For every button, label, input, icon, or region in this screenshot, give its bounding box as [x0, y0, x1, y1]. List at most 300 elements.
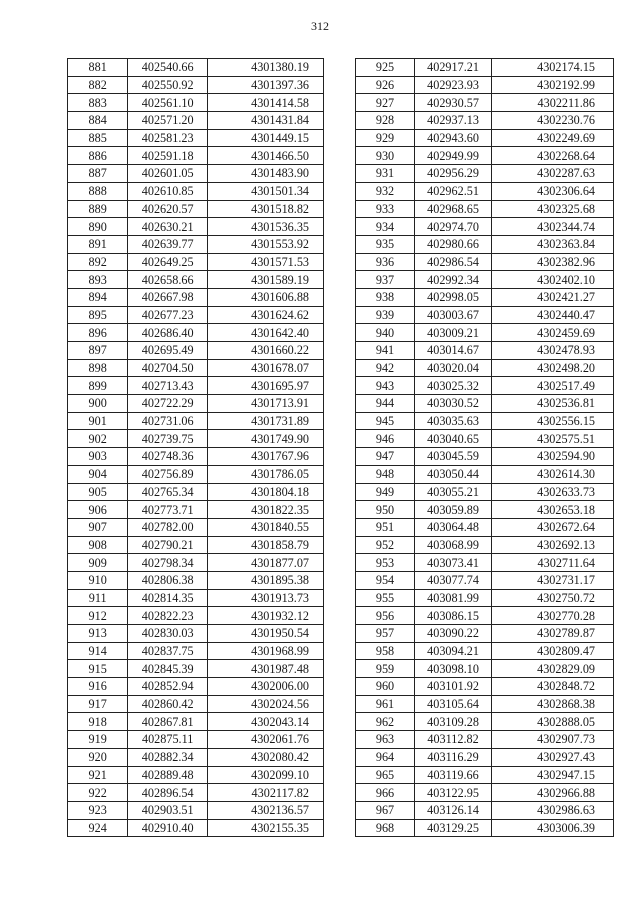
table-row [356, 412, 614, 430]
y-coordinate-cell: 4302061.76 [207, 731, 323, 749]
y-coordinate-cell: 4302927.43 [492, 748, 614, 766]
x-coordinate-cell: 402998.05 [414, 288, 491, 306]
table-row [356, 607, 614, 625]
y-coordinate-cell: 4302325.68 [492, 200, 614, 218]
point-number-cell: 966 [356, 784, 415, 802]
point-number-cell: 953 [356, 554, 415, 572]
y-coordinate-cell: 4302080.42 [207, 748, 323, 766]
y-coordinate-cell: 4301501.34 [207, 182, 323, 200]
point-number-cell: 896 [68, 324, 128, 342]
point-number-cell: 921 [68, 766, 128, 784]
point-number-cell: 949 [356, 483, 415, 501]
y-coordinate-cell: 4301713.91 [207, 395, 323, 413]
point-number-cell: 900 [68, 395, 128, 413]
table-row [68, 288, 324, 306]
table-row [356, 200, 614, 218]
x-coordinate-cell: 402695.49 [128, 342, 208, 360]
table-row [68, 660, 324, 678]
x-coordinate-cell: 402852.94 [128, 678, 208, 696]
x-coordinate-cell: 403045.59 [414, 448, 491, 466]
x-coordinate-cell: 403101.92 [414, 678, 491, 696]
point-number-cell: 886 [68, 147, 128, 165]
point-number-cell: 894 [68, 288, 128, 306]
point-number-cell: 933 [356, 200, 415, 218]
point-number-cell: 885 [68, 129, 128, 147]
table-row [356, 112, 614, 130]
x-coordinate-cell: 402722.29 [128, 395, 208, 413]
y-coordinate-cell: 4301553.92 [207, 235, 323, 253]
table-row [68, 554, 324, 572]
table-row [356, 731, 614, 749]
x-coordinate-cell: 402620.57 [128, 200, 208, 218]
table-row [356, 271, 614, 289]
x-coordinate-cell: 403112.82 [414, 731, 491, 749]
table-row [356, 784, 614, 802]
table-row [68, 59, 324, 77]
point-number-cell: 968 [356, 819, 415, 837]
table-row [356, 359, 614, 377]
y-coordinate-cell: 4301466.50 [207, 147, 323, 165]
x-coordinate-cell: 402739.75 [128, 430, 208, 448]
table-row [68, 94, 324, 112]
y-coordinate-cell: 4301822.35 [207, 501, 323, 519]
y-coordinate-cell: 4302692.13 [492, 536, 614, 554]
table-row [356, 165, 614, 183]
y-coordinate-cell: 4302633.73 [492, 483, 614, 501]
y-coordinate-cell: 4302402.10 [492, 271, 614, 289]
table-row [68, 784, 324, 802]
y-coordinate-cell: 4301695.97 [207, 377, 323, 395]
table-row [68, 253, 324, 271]
x-coordinate-cell: 403119.66 [414, 766, 491, 784]
x-coordinate-cell: 403009.21 [414, 324, 491, 342]
table-row [356, 342, 614, 360]
point-number-cell: 887 [68, 165, 128, 183]
table-row [68, 182, 324, 200]
point-number-cell: 946 [356, 430, 415, 448]
table-row [356, 571, 614, 589]
y-coordinate-cell: 4302344.74 [492, 218, 614, 236]
table-row [68, 377, 324, 395]
point-number-cell: 965 [356, 766, 415, 784]
table-row [356, 76, 614, 94]
x-coordinate-cell: 402782.00 [128, 518, 208, 536]
x-coordinate-cell: 403122.95 [414, 784, 491, 802]
y-coordinate-cell: 4302043.14 [207, 713, 323, 731]
table-row [356, 819, 614, 837]
point-number-cell: 950 [356, 501, 415, 519]
y-coordinate-cell: 4301589.19 [207, 271, 323, 289]
x-coordinate-cell: 402748.36 [128, 448, 208, 466]
x-coordinate-cell: 403040.65 [414, 430, 491, 448]
x-coordinate-cell: 403014.67 [414, 342, 491, 360]
point-number-cell: 944 [356, 395, 415, 413]
y-coordinate-cell: 4301571.53 [207, 253, 323, 271]
table-row [68, 518, 324, 536]
table-row [356, 94, 614, 112]
y-coordinate-cell: 4302249.69 [492, 129, 614, 147]
y-coordinate-cell: 4301749.90 [207, 430, 323, 448]
x-coordinate-cell: 403109.28 [414, 713, 491, 731]
point-number-cell: 891 [68, 235, 128, 253]
point-number-cell: 919 [68, 731, 128, 749]
y-coordinate-cell: 4302575.51 [492, 430, 614, 448]
table-row [68, 625, 324, 643]
table-row [356, 642, 614, 660]
point-number-cell: 924 [68, 819, 128, 837]
y-coordinate-cell: 4302536.81 [492, 395, 614, 413]
table-row [356, 536, 614, 554]
x-coordinate-cell: 402550.92 [128, 76, 208, 94]
table-row [68, 748, 324, 766]
x-coordinate-cell: 402814.35 [128, 589, 208, 607]
x-coordinate-cell: 403020.04 [414, 359, 491, 377]
table-row [68, 801, 324, 819]
point-number-cell: 931 [356, 165, 415, 183]
point-number-cell: 918 [68, 713, 128, 731]
point-number-cell: 964 [356, 748, 415, 766]
point-number-cell: 947 [356, 448, 415, 466]
y-coordinate-cell: 4301932.12 [207, 607, 323, 625]
y-coordinate-cell: 4302868.38 [492, 695, 614, 713]
point-number-cell: 902 [68, 430, 128, 448]
coordinates-table-right [355, 58, 614, 837]
table-row [68, 713, 324, 731]
x-coordinate-cell: 402756.89 [128, 465, 208, 483]
table-row [356, 483, 614, 501]
y-coordinate-cell: 4302306.64 [492, 182, 614, 200]
y-coordinate-cell: 4302006.00 [207, 678, 323, 696]
y-coordinate-cell: 4301536.35 [207, 218, 323, 236]
table-row [356, 448, 614, 466]
table-row [356, 518, 614, 536]
x-coordinate-cell: 402601.05 [128, 165, 208, 183]
x-coordinate-cell: 402956.29 [414, 165, 491, 183]
point-number-cell: 962 [356, 713, 415, 731]
table-row [68, 342, 324, 360]
table-row [68, 235, 324, 253]
x-coordinate-cell: 402630.21 [128, 218, 208, 236]
point-number-cell: 927 [356, 94, 415, 112]
point-number-cell: 913 [68, 625, 128, 643]
table-row [356, 589, 614, 607]
y-coordinate-cell: 4302517.49 [492, 377, 614, 395]
point-number-cell: 951 [356, 518, 415, 536]
point-number-cell: 932 [356, 182, 415, 200]
x-coordinate-cell: 403073.41 [414, 554, 491, 572]
table-row [356, 465, 614, 483]
x-coordinate-cell: 403077.74 [414, 571, 491, 589]
point-number-cell: 892 [68, 253, 128, 271]
point-number-cell: 938 [356, 288, 415, 306]
table-row [68, 112, 324, 130]
y-coordinate-cell: 4302594.90 [492, 448, 614, 466]
x-coordinate-cell: 402875.11 [128, 731, 208, 749]
table-row [68, 324, 324, 342]
point-number-cell: 940 [356, 324, 415, 342]
x-coordinate-cell: 402837.75 [128, 642, 208, 660]
table-row [356, 182, 614, 200]
point-number-cell: 901 [68, 412, 128, 430]
x-coordinate-cell: 402540.66 [128, 59, 208, 77]
table-row [68, 571, 324, 589]
point-number-cell: 905 [68, 483, 128, 501]
y-coordinate-cell: 4302192.99 [492, 76, 614, 94]
y-coordinate-cell: 4302750.72 [492, 589, 614, 607]
point-number-cell: 936 [356, 253, 415, 271]
table-row [356, 253, 614, 271]
point-number-cell: 907 [68, 518, 128, 536]
x-coordinate-cell: 403086.15 [414, 607, 491, 625]
x-coordinate-cell: 403090.22 [414, 625, 491, 643]
y-coordinate-cell: 4302848.72 [492, 678, 614, 696]
y-coordinate-cell: 4301380.19 [207, 59, 323, 77]
point-number-cell: 884 [68, 112, 128, 130]
y-coordinate-cell: 4302888.05 [492, 713, 614, 731]
point-number-cell: 934 [356, 218, 415, 236]
y-coordinate-cell: 4302440.47 [492, 306, 614, 324]
table-row [356, 625, 614, 643]
table-row [68, 589, 324, 607]
table-row [356, 147, 614, 165]
point-number-cell: 904 [68, 465, 128, 483]
point-number-cell: 922 [68, 784, 128, 802]
x-coordinate-cell: 402731.06 [128, 412, 208, 430]
y-coordinate-cell: 4301858.79 [207, 536, 323, 554]
point-number-cell: 910 [68, 571, 128, 589]
y-coordinate-cell: 4301449.15 [207, 129, 323, 147]
y-coordinate-cell: 4301895.38 [207, 571, 323, 589]
y-coordinate-cell: 4301767.96 [207, 448, 323, 466]
table-row [356, 129, 614, 147]
x-coordinate-cell: 402658.66 [128, 271, 208, 289]
table-row [68, 395, 324, 413]
x-coordinate-cell: 402867.81 [128, 713, 208, 731]
x-coordinate-cell: 402581.23 [128, 129, 208, 147]
y-coordinate-cell: 4301431.84 [207, 112, 323, 130]
x-coordinate-cell: 402561.10 [128, 94, 208, 112]
table-row [68, 678, 324, 696]
y-coordinate-cell: 4302099.10 [207, 766, 323, 784]
point-number-cell: 916 [68, 678, 128, 696]
table-row [356, 678, 614, 696]
x-coordinate-cell: 403030.52 [414, 395, 491, 413]
y-coordinate-cell: 4302829.09 [492, 660, 614, 678]
x-coordinate-cell: 402649.25 [128, 253, 208, 271]
point-number-cell: 952 [356, 536, 415, 554]
point-number-cell: 911 [68, 589, 128, 607]
x-coordinate-cell: 403035.63 [414, 412, 491, 430]
table-row [356, 501, 614, 519]
table-row [356, 660, 614, 678]
table-row [68, 819, 324, 837]
y-coordinate-cell: 4302770.28 [492, 607, 614, 625]
point-number-cell: 967 [356, 801, 415, 819]
point-number-cell: 897 [68, 342, 128, 360]
table-row [68, 501, 324, 519]
table-row [356, 306, 614, 324]
point-number-cell: 925 [356, 59, 415, 77]
point-number-cell: 957 [356, 625, 415, 643]
table-row [68, 465, 324, 483]
y-coordinate-cell: 4302382.96 [492, 253, 614, 271]
y-coordinate-cell: 4302363.84 [492, 235, 614, 253]
table-row [356, 766, 614, 784]
point-number-cell: 960 [356, 678, 415, 696]
y-coordinate-cell: 4301483.90 [207, 165, 323, 183]
y-coordinate-cell: 4301913.73 [207, 589, 323, 607]
y-coordinate-cell: 4302421.27 [492, 288, 614, 306]
y-coordinate-cell: 4302287.63 [492, 165, 614, 183]
y-coordinate-cell: 4302907.73 [492, 731, 614, 749]
point-number-cell: 956 [356, 607, 415, 625]
table-row [68, 695, 324, 713]
x-coordinate-cell: 402903.51 [128, 801, 208, 819]
y-coordinate-cell: 4301642.40 [207, 324, 323, 342]
point-number-cell: 937 [356, 271, 415, 289]
x-coordinate-cell: 402968.65 [414, 200, 491, 218]
y-coordinate-cell: 4301731.89 [207, 412, 323, 430]
x-coordinate-cell: 403055.21 [414, 483, 491, 501]
table-row [68, 271, 324, 289]
x-coordinate-cell: 403050.44 [414, 465, 491, 483]
y-coordinate-cell: 4301624.62 [207, 306, 323, 324]
point-number-cell: 908 [68, 536, 128, 554]
point-number-cell: 961 [356, 695, 415, 713]
table-row [356, 288, 614, 306]
table-row [68, 200, 324, 218]
point-number-cell: 923 [68, 801, 128, 819]
x-coordinate-cell: 402790.21 [128, 536, 208, 554]
table-row [68, 147, 324, 165]
y-coordinate-cell: 4302966.88 [492, 784, 614, 802]
point-number-cell: 889 [68, 200, 128, 218]
x-coordinate-cell: 402986.54 [414, 253, 491, 271]
y-coordinate-cell: 4301987.48 [207, 660, 323, 678]
x-coordinate-cell: 402686.40 [128, 324, 208, 342]
y-coordinate-cell: 4302947.15 [492, 766, 614, 784]
y-coordinate-cell: 4301786.05 [207, 465, 323, 483]
x-coordinate-cell: 402677.23 [128, 306, 208, 324]
table-row [68, 165, 324, 183]
x-coordinate-cell: 402845.39 [128, 660, 208, 678]
point-number-cell: 895 [68, 306, 128, 324]
y-coordinate-cell: 4302556.15 [492, 412, 614, 430]
x-coordinate-cell: 402860.42 [128, 695, 208, 713]
y-coordinate-cell: 4302024.56 [207, 695, 323, 713]
x-coordinate-cell: 403105.64 [414, 695, 491, 713]
x-coordinate-cell: 403126.14 [414, 801, 491, 819]
y-coordinate-cell: 4302117.82 [207, 784, 323, 802]
table-row [68, 359, 324, 377]
x-coordinate-cell: 402930.57 [414, 94, 491, 112]
table-row [68, 129, 324, 147]
x-coordinate-cell: 403059.89 [414, 501, 491, 519]
x-coordinate-cell: 402806.38 [128, 571, 208, 589]
point-number-cell: 903 [68, 448, 128, 466]
y-coordinate-cell: 4302809.47 [492, 642, 614, 660]
x-coordinate-cell: 403081.99 [414, 589, 491, 607]
point-number-cell: 915 [68, 660, 128, 678]
y-coordinate-cell: 4301950.54 [207, 625, 323, 643]
table-row [356, 748, 614, 766]
point-number-cell: 958 [356, 642, 415, 660]
x-coordinate-cell: 402980.66 [414, 235, 491, 253]
y-coordinate-cell: 4302268.64 [492, 147, 614, 165]
x-coordinate-cell: 402917.21 [414, 59, 491, 77]
point-number-cell: 890 [68, 218, 128, 236]
x-coordinate-cell: 403094.21 [414, 642, 491, 660]
y-coordinate-cell: 4301397.36 [207, 76, 323, 94]
x-coordinate-cell: 402889.48 [128, 766, 208, 784]
point-number-cell: 943 [356, 377, 415, 395]
x-coordinate-cell: 402798.34 [128, 554, 208, 572]
x-coordinate-cell: 402667.98 [128, 288, 208, 306]
x-coordinate-cell: 402610.85 [128, 182, 208, 200]
table-row [68, 76, 324, 94]
table-row [356, 430, 614, 448]
table-row [356, 59, 614, 77]
table-row [356, 695, 614, 713]
table-row [68, 412, 324, 430]
point-number-cell: 930 [356, 147, 415, 165]
table-row [356, 377, 614, 395]
point-number-cell: 935 [356, 235, 415, 253]
y-coordinate-cell: 4302136.57 [207, 801, 323, 819]
y-coordinate-cell: 4301840.55 [207, 518, 323, 536]
y-coordinate-cell: 4302731.17 [492, 571, 614, 589]
table-row [356, 235, 614, 253]
table-row [68, 642, 324, 660]
point-number-cell: 899 [68, 377, 128, 395]
point-number-cell: 906 [68, 501, 128, 519]
point-number-cell: 945 [356, 412, 415, 430]
coordinates-table-left [67, 58, 324, 837]
x-coordinate-cell: 402571.20 [128, 112, 208, 130]
y-coordinate-cell: 4301877.07 [207, 554, 323, 572]
point-number-cell: 928 [356, 112, 415, 130]
y-coordinate-cell: 4302459.69 [492, 324, 614, 342]
table-row [68, 536, 324, 554]
x-coordinate-cell: 402962.51 [414, 182, 491, 200]
x-coordinate-cell: 402943.60 [414, 129, 491, 147]
y-coordinate-cell: 4301678.07 [207, 359, 323, 377]
point-number-cell: 912 [68, 607, 128, 625]
point-number-cell: 954 [356, 571, 415, 589]
table-row [356, 395, 614, 413]
table-row [356, 713, 614, 731]
x-coordinate-cell: 402822.23 [128, 607, 208, 625]
table-row [356, 554, 614, 572]
y-coordinate-cell: 4301606.88 [207, 288, 323, 306]
point-number-cell: 881 [68, 59, 128, 77]
y-coordinate-cell: 4303006.39 [492, 819, 614, 837]
y-coordinate-cell: 4302614.30 [492, 465, 614, 483]
point-number-cell: 909 [68, 554, 128, 572]
point-number-cell: 883 [68, 94, 128, 112]
y-coordinate-cell: 4302155.35 [207, 819, 323, 837]
table-row [68, 306, 324, 324]
x-coordinate-cell: 403098.10 [414, 660, 491, 678]
x-coordinate-cell: 402882.34 [128, 748, 208, 766]
point-number-cell: 963 [356, 731, 415, 749]
point-number-cell: 939 [356, 306, 415, 324]
x-coordinate-cell: 402773.71 [128, 501, 208, 519]
x-coordinate-cell: 402937.13 [414, 112, 491, 130]
y-coordinate-cell: 4302986.63 [492, 801, 614, 819]
y-coordinate-cell: 4301518.82 [207, 200, 323, 218]
x-coordinate-cell: 402713.43 [128, 377, 208, 395]
